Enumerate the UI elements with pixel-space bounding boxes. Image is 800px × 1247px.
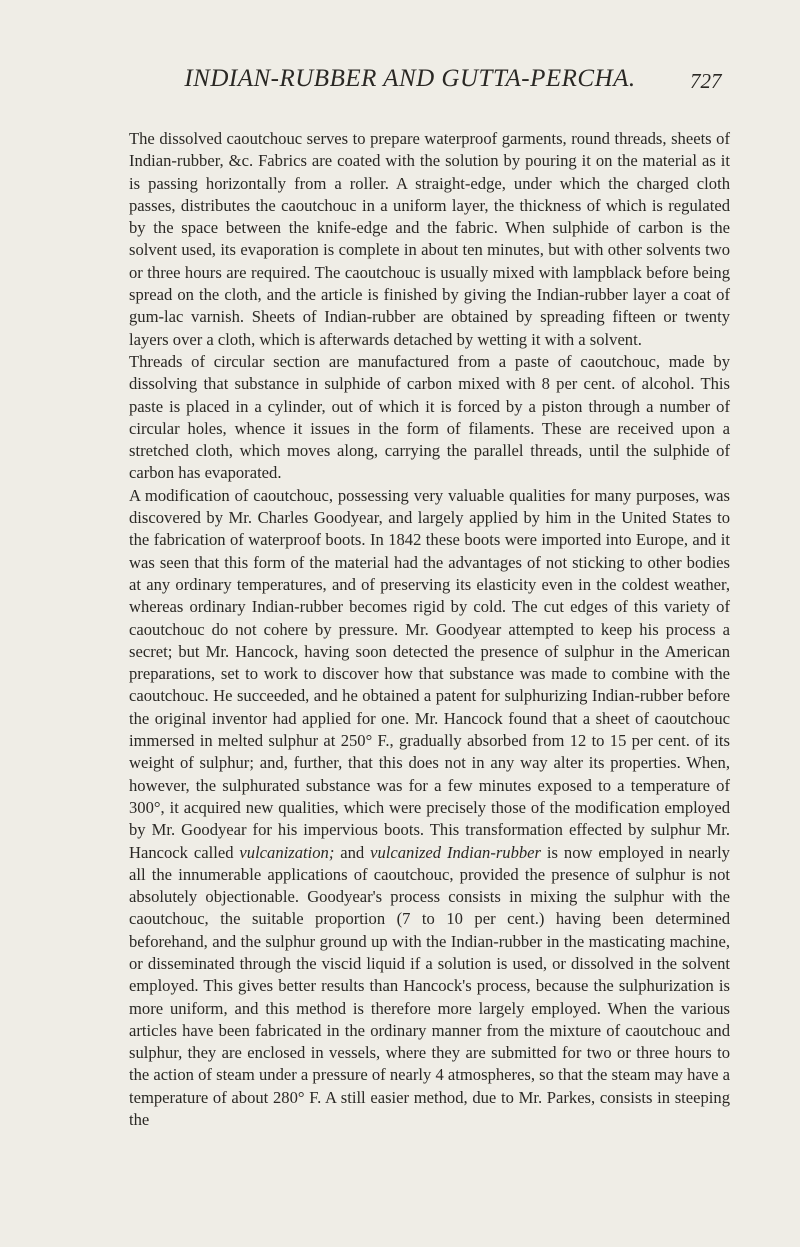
paragraph-3-part-b: and [340,842,365,862]
body-text [129,128,730,1131]
running-head-title: INDIAN-RUBBER AND GUTTA-PERCHA. [184,65,636,92]
paragraph-3-part-a: A modification of caoutchouc, possessing very valuable qualities for many purposes, was discovered by Mr. Charles Goodyear, and largely applied by him in the United States to the fabrication of waterproof boots. In 1842 these boots were imported into Europe, and it was seen that this form of the material had the advantages of not sticking to other bodies at any ordinary temperatures, and of preserving its elasticity even in the coldest weather, whereas ordinary Indian-rubber becomes rigid by cold. The cut edges of this variety of caoutchouc do not cohere by pressure. Mr. Goodyear attempted to keep his process a secret; but Mr. Hancock, having soon detected the presence of sulphur in the American preparations, set to work to discover how that substance was made to combine with the caoutchouc. He succeeded, and he obtained a patent for sulphurizing Indian-rubber before the original inventor had applied for one. Mr. Hancock found that a sheet of caoutchouc immersed in melted sulphur at 250° F., gradually absorbed from 12 to 15 per cent. of its weight of sulphur; and, further, that this does not in any way alter its properties. When, however, the sulphurated substance was for a few minutes exposed to a temperature of 300°, it acquired new qualities, which were precisely those of the modification employed by Mr. Goodyear for his impervious boots. This transformation effected by sulphur Mr. Hancock called [129,485,730,862]
paragraph-1: The dissolved caoutchouc serves to prepare waterproof garments, round threads, sheets of Indian-rubber, &c. Fabrics are coated with the solution by pouring it on the material as it is passing horizontally from a roller. A straight-edge, under which the charged cloth passes, distributes the caoutchouc in a uniform layer, the thickness of which is regulated by the space between the knife-edge and the fabric. When sulphide of carbon is the solvent used, its evaporation is complete in about ten minutes, but with other solvents two or three hours are required. The caoutchouc is usually mixed with lampblack before being spread on the cloth, and the article is finished by giving the Indian-rubber layer a coat of gum-lac varnish. Sheets of Indian-rubber are obtained by spreading fifteen or twenty layers over a cloth, which is afterwards detached by wetting it with a solvent. [129,129,730,349]
term-vulcanization: vulcanization; [239,842,335,862]
term-vulcanized-indian-rubber: vulcanized Indian-rubber [370,842,542,862]
paragraph-2: Threads of circular section are manufactured from a paste of caoutchouc, made by dissolving that substance in sulphide of carbon mixed with 8 per cent. of alcohol. This paste is placed in a cylinder, out of which it is forced by a piston through a number of circular holes, whence it issues in the form of filaments. These are received upon a stretched cloth, which moves along, carrying the parallel threads, until the sulphide of carbon has evaporated. [129,351,730,483]
page-number: 727 [690,69,722,93]
paragraph-3 [129,485,730,1132]
paragraph-3-part-c: is now employed in nearly all the innumerable applications of caoutchouc, provided the presence of sulphur is not absolutely objectionable. Goodyear's process consists in mixing the sulphur with the caoutchouc, the suitable proportion (7 to 10 per cent.) having been determined beforehand, and the sulphur ground up with the Indian-rubber in the masticating machine, or disseminated through the viscid liquid if a solution is used, or dissolved in the solvent employed. This gives better results than Hancock's process, because the sulphurization is more uniform, and this method is therefore more largely employed. When the various articles have been fabricated in the ordinary manner from the mixture of caoutchouc and sulphur, they are enclosed in vessels, where they are submitted for two or three hours to the action of steam under a pressure of nearly 4 atmospheres, so that the steam may have a temperature of about 280° F. A still easier method, due to Mr. Parkes, consists in steeping the [129,842,730,1130]
